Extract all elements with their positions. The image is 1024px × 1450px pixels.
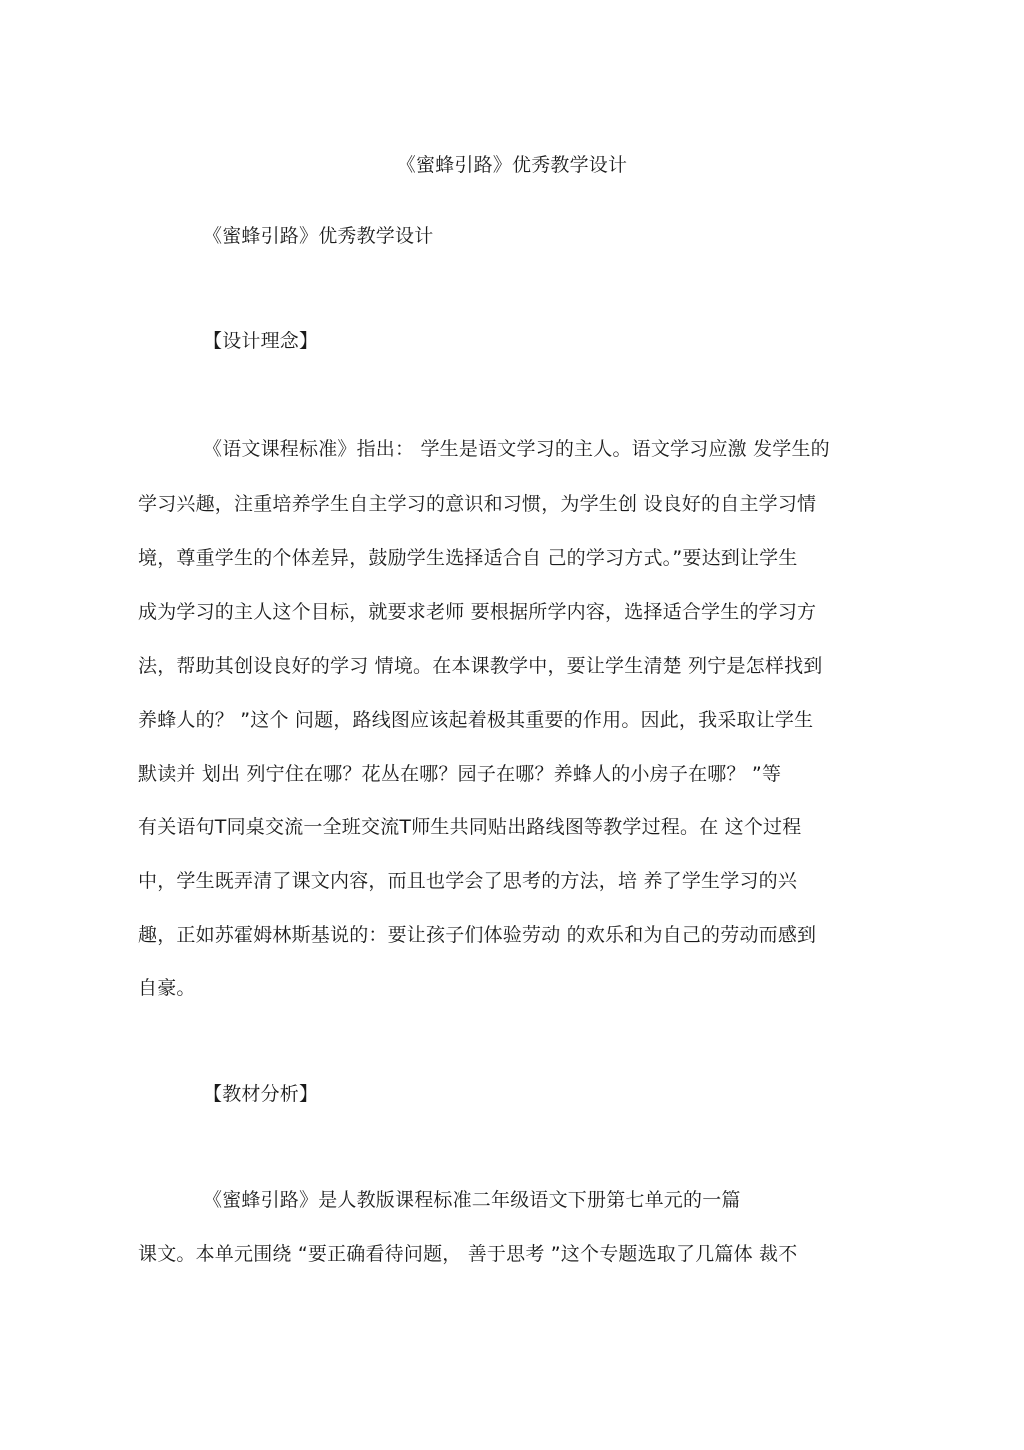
paragraph-line: 法，帮助其创设良好的学习 情境。在本课教学中，要让学生清楚 列宁是怎样找到 [138, 655, 823, 677]
paragraph-line: 默读并 划出 列宁住在哪？花丛在哪？园子在哪？养蜂人的小房子在哪？ ”等 [138, 763, 782, 785]
paragraph-line: 学习兴趣，注重培养学生自主学习的意识和习惯，为学生创 设良好的自主学习情 [138, 493, 817, 515]
document-subtitle: 《蜜蜂引路》优秀教学设计 [203, 225, 434, 247]
section-heading-design-concept: 【设计理念】 [203, 330, 319, 352]
paragraph-line: 自豪。 [138, 977, 196, 999]
document-title: 《蜜蜂引路》优秀教学设计 [396, 154, 628, 176]
section-heading-material-analysis: 【教材分析】 [203, 1083, 319, 1105]
paragraph-line: 《蜜蜂引路》是人教版课程标准二年级语文下册第七单元的一篇 [203, 1189, 741, 1211]
paragraph-line: 养蜂人的？ ”这个 问题，路线图应该起着极其重要的作用。因此，我采取让学生 [138, 709, 814, 731]
paragraph-line: 境，尊重学生的个体差异，鼓励学生选择适合自 己的学习方式。”要达到让学生 [138, 547, 798, 569]
paragraph-line: 《语文课程标准》指出： 学生是语文学习的主人。语文学习应激 发学生的 [203, 438, 830, 460]
paragraph-line: 成为学习的主人这个目标，就要求老师 要根据所学内容，选择适合学生的学习方 [138, 601, 817, 623]
paragraph-line: 课文。本单元围绕 “要正确看待问题， 善于思考 ”这个专题选取了几篇体 裁不 [138, 1243, 798, 1265]
paragraph-line: 中，学生既弄清了课文内容，而且也学会了思考的方法，培 养了学生学习的兴 [138, 870, 798, 892]
paragraph-line: 有关语句T同桌交流一全班交流T师生共同贴出路线图等教学过程。在 这个过程 [138, 816, 802, 838]
paragraph-line: 趣，正如苏霍姆林斯基说的：要让孩子们体验劳动 的欢乐和为自己的劳动而感到 [138, 924, 817, 946]
